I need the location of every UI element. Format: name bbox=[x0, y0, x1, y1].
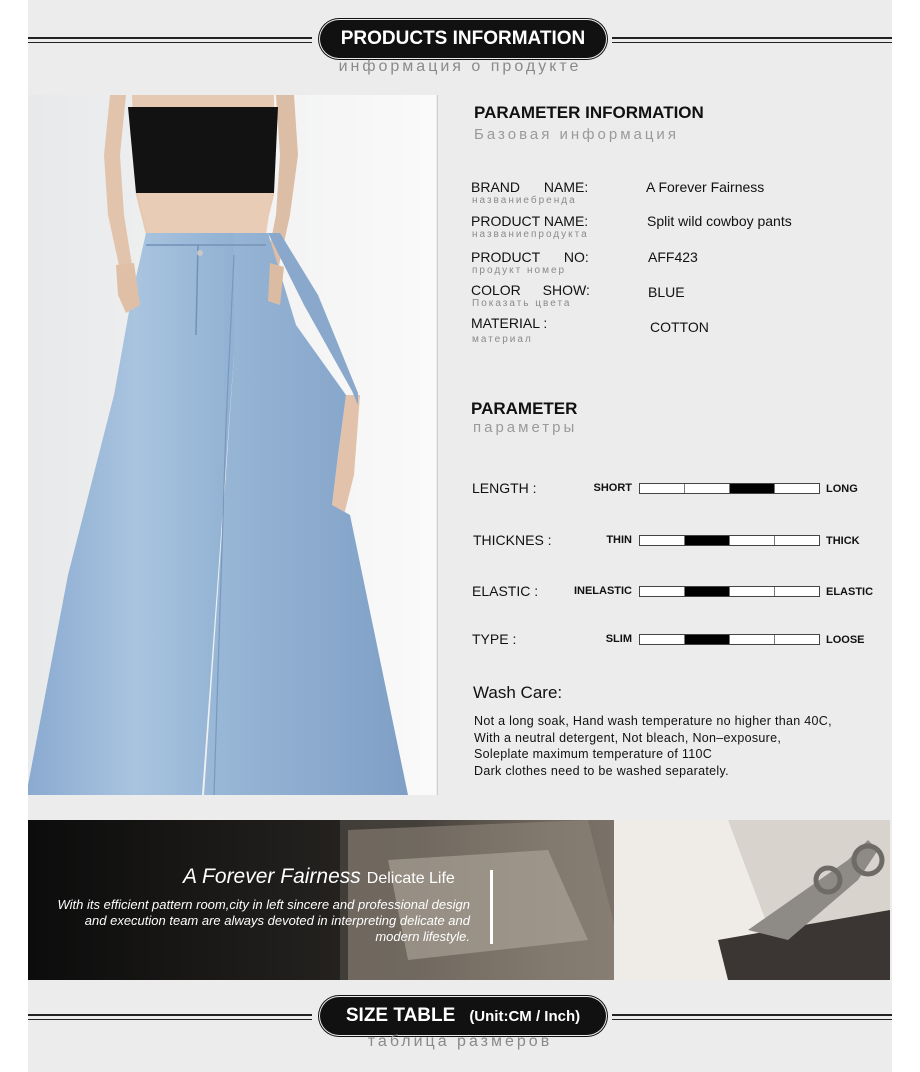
scale-max-label: LOOSE bbox=[826, 634, 865, 646]
info-label: PRODUCT NAME: bbox=[471, 213, 589, 229]
scale-segment bbox=[730, 536, 775, 545]
info-label: BRAND NAME: bbox=[471, 179, 589, 195]
scale-max-label: LONG bbox=[826, 483, 858, 495]
scale-bar bbox=[639, 586, 820, 597]
info-value: COTTON bbox=[650, 319, 709, 335]
scale-bar bbox=[639, 535, 820, 546]
scale-min-label: INELASTIC bbox=[573, 585, 632, 597]
wash-care-line: With a neutral detergent, Not bleach, Non–exposure, bbox=[474, 730, 782, 745]
product-photo bbox=[28, 95, 436, 795]
scale-segment-active bbox=[685, 536, 730, 545]
column-divider bbox=[437, 95, 438, 795]
wash-care-line: Not a long soak, Hand wash temperature no higher than 40C, bbox=[474, 714, 832, 728]
scale-segment bbox=[775, 635, 819, 644]
scale-segment bbox=[730, 587, 775, 596]
info-label-ru: Показать цвета bbox=[472, 298, 572, 309]
size-table-unit: (Unit:CM / Inch) bbox=[469, 1007, 581, 1025]
scale-max-label: ELASTIC bbox=[826, 586, 874, 598]
banner-rule-right bbox=[612, 37, 892, 43]
info-value: Split wild cowboy pants bbox=[647, 213, 792, 229]
atelier-text-line: With its efficient pattern room,city in left sincere and professional design bbox=[57, 897, 470, 912]
wash-care-text bbox=[474, 713, 832, 779]
atelier-text-line: and execution team are always devoted in interpreting delicate and bbox=[84, 913, 470, 928]
wash-care-line: Soleplate maximum temperature of 110C bbox=[474, 747, 713, 761]
atelier-divider-bar bbox=[490, 870, 493, 944]
banner-title: PRODUCTS INFORMATION bbox=[340, 28, 586, 49]
scale-segment bbox=[775, 536, 819, 545]
scale-segment-active bbox=[685, 635, 730, 644]
scale-min-label: SLIM bbox=[605, 633, 632, 645]
atelier-brand-name: A Forever Fairness bbox=[183, 865, 361, 888]
scale-segment bbox=[775, 587, 819, 596]
scale-segment bbox=[640, 587, 685, 596]
scale-max-label: THICK bbox=[826, 535, 860, 547]
scale-min-label: SHORT bbox=[593, 482, 632, 494]
banner-pill bbox=[322, 22, 604, 56]
banner-rule-right bbox=[612, 1014, 892, 1020]
scale-segment-active bbox=[685, 587, 730, 596]
scale-segment bbox=[775, 484, 819, 493]
info-label-ru: материал bbox=[472, 334, 533, 345]
size-table-banner bbox=[0, 997, 920, 1037]
scale-segment bbox=[685, 484, 730, 493]
wash-care-line: Dark clothes need to be washed separately. bbox=[474, 763, 729, 778]
scale-segment-active bbox=[730, 484, 775, 493]
info-value: BLUE bbox=[648, 284, 685, 300]
parameter-subtitle: параметры bbox=[473, 419, 578, 436]
scale-label: TYPE : bbox=[472, 631, 517, 647]
products-info-banner bbox=[0, 20, 920, 60]
size-table-subtitle: таблица размеров bbox=[367, 1033, 553, 1050]
scale-segment bbox=[730, 635, 775, 644]
info-label-ru: названиепродукта bbox=[472, 229, 589, 240]
scale-label: LENGTH : bbox=[472, 480, 537, 496]
banner-rule-left bbox=[28, 1014, 312, 1020]
banner-subtitle: информация о продукте bbox=[338, 58, 582, 75]
scale-label: ELASTIC : bbox=[472, 583, 539, 599]
info-value: A Forever Fairness bbox=[646, 179, 765, 195]
atelier-text bbox=[30, 897, 470, 945]
info-label: PRODUCT NO: bbox=[471, 249, 589, 265]
parameter-info-title: PARAMETER INFORMATION bbox=[474, 103, 704, 122]
parameter-title: PARAMETER bbox=[471, 399, 578, 418]
info-value: AFF423 bbox=[648, 249, 698, 265]
scale-bar bbox=[639, 634, 820, 645]
scale-segment bbox=[640, 536, 685, 545]
size-table-pill bbox=[322, 999, 604, 1033]
scale-min-label: THIN bbox=[606, 534, 632, 546]
atelier-brand bbox=[183, 865, 455, 889]
scale-segment bbox=[640, 484, 685, 493]
banner-rule-left bbox=[28, 37, 312, 43]
info-label: MATERIAL : bbox=[471, 315, 548, 331]
info-label-ru: названиебренда bbox=[472, 195, 577, 206]
model-illustration bbox=[28, 95, 436, 795]
parameter-info-subtitle: Базовая информация bbox=[474, 126, 679, 143]
atelier-text-line: modern lifestyle. bbox=[375, 929, 470, 944]
size-table-title: SIZE TABLE bbox=[345, 1005, 456, 1026]
wash-care-title: Wash Care: bbox=[473, 683, 563, 702]
atelier-banner bbox=[28, 820, 890, 980]
info-label-ru: продукт номер bbox=[472, 265, 567, 276]
scale-segment bbox=[640, 635, 685, 644]
info-label: COLOR SHOW: bbox=[471, 282, 590, 298]
scale-bar bbox=[639, 483, 820, 494]
scale-label: THICKNES : bbox=[473, 532, 552, 548]
atelier-tagline: Delicate Life bbox=[366, 870, 455, 887]
